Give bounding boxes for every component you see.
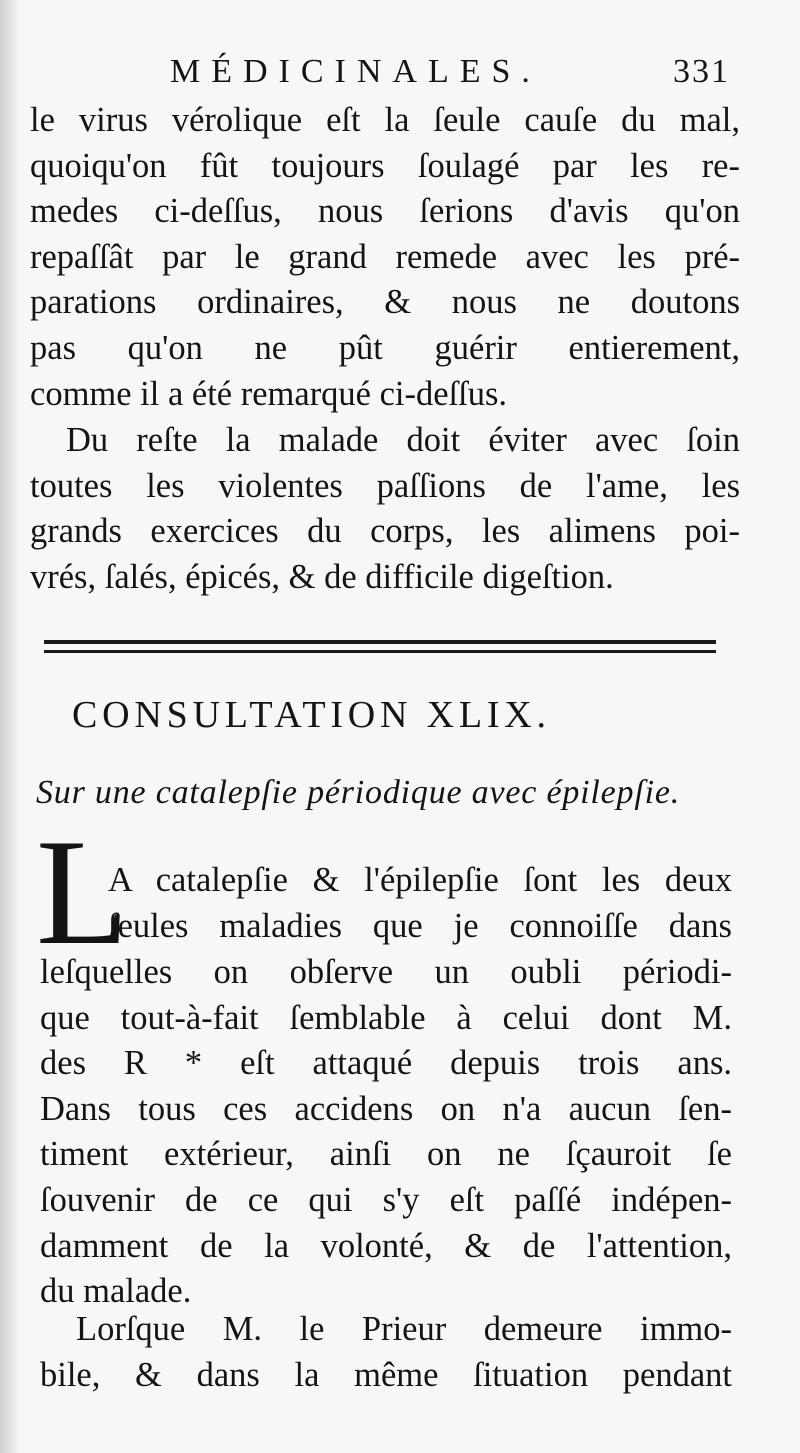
text-line: que tout-à-fait ſemblable à celui dont M. (40, 998, 732, 1037)
text-line: timent extérieur, ainſi on ne ſçauroit ſe (40, 1135, 732, 1174)
text-line: vrés, ſalés, épicés, & de difficile digeſtion. (30, 557, 614, 596)
section-divider (44, 650, 716, 653)
text-line: medes ci-deſſus, nous ſerions d'avis qu'on (30, 192, 740, 231)
text-line: repaſſât par le grand remede avec les pré- (30, 237, 740, 276)
text-line: comme il a été remarqué ci-deſſus. (30, 374, 508, 413)
text-line: bile, & dans la même ſituation pendant (40, 1355, 732, 1394)
paragraph-one (30, 98, 740, 417)
text-line: leſquelles on obſerve un oubli périodi- (40, 953, 732, 991)
consultation-final-paragraph (40, 1307, 732, 1398)
text-line: Du reſte la malade doit éviter avec ſoin (66, 421, 740, 459)
text-line: pas qu'on ne pût guérir entierement, (30, 328, 740, 367)
running-head (170, 50, 730, 94)
consultation-subheading: Sur une catalepſie périodique avec épilepſie. (36, 774, 681, 811)
text-line: Lorſque M. le Prieur demeure immo- (76, 1310, 732, 1348)
text-line: toutes les violentes paſſions de l'ame, les (30, 466, 740, 505)
text-line: A catalepſie & l'épilepſie ſont les deux (108, 861, 732, 899)
consultation-heading: CONSULTATION XLIX. (72, 694, 551, 736)
consultation-body (40, 950, 732, 1315)
page-gutter-shadow (0, 0, 20, 1453)
text-line: quoiqu'on fût toujours ſoulagé par les re- (30, 146, 740, 185)
text-line: du malade. (40, 1272, 192, 1311)
text-line: grands exercices du corps, les alimens poi- (30, 512, 740, 551)
running-head-title: MÉDICINALES. (170, 53, 541, 90)
text-line: des R * eſt attaqué depuis trois ans. (40, 1044, 732, 1083)
page-number: 331 (673, 53, 730, 90)
text-line: damment de la volonté, & de l'attention, (40, 1226, 732, 1265)
text-line: parations ordinaires, & nous ne doutons (30, 283, 740, 322)
text-line: ſouvenir de ce qui s'y eſt paſſé indépen- (40, 1180, 732, 1219)
text-line: le virus vérolique eſt la ſeule cauſe du mal, (30, 101, 740, 139)
drop-cap-lines (108, 858, 732, 949)
text-line: Dans tous ces accidens on n'a aucun ſen- (40, 1089, 732, 1128)
text-line: ſeules maladies que je connoiſſe dans (108, 906, 732, 945)
paragraph-two (30, 418, 740, 600)
section-divider (44, 640, 716, 644)
drop-cap: L (36, 808, 129, 976)
